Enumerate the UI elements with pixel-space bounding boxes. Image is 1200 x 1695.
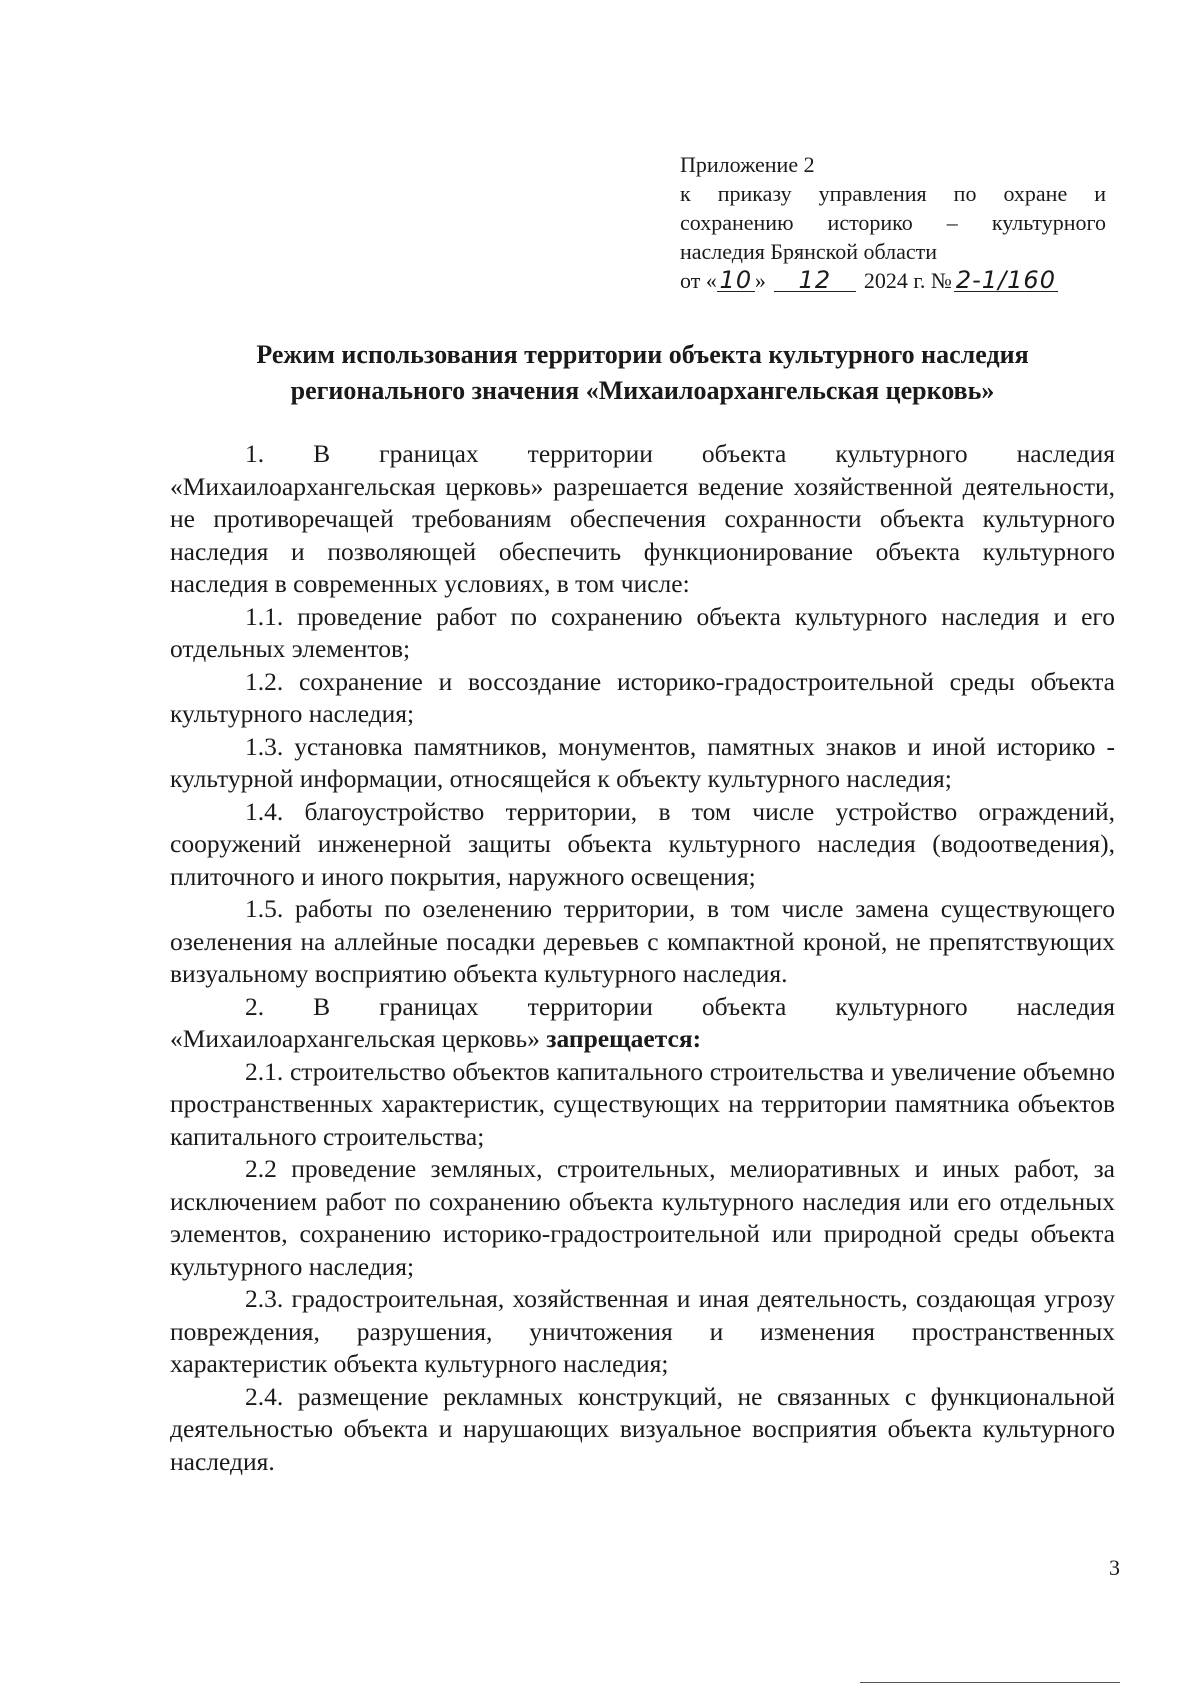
paragraph-2-1: 2.1. строительство объектов капитального строительства и увеличение объемно пространственных характеристик, существующих на территории памятника объектов капитального строительства; <box>170 1056 1115 1151</box>
paragraph-2-3: 2.3. градостроительная, хозяйственная и иная деятельность, создающая угрозу повреждения, разрушения, уничтожения и изменения пространственных характеристик объекта культурного наследия; <box>170 1284 1115 1378</box>
date-prefix: от « <box>680 268 717 293</box>
paragraph-1-2: 1.2. сохранение и воссоздание историко-градостроительной среды объекта культурного наследия; <box>170 666 1115 728</box>
appendix-order-line: сохранению историко – культурного <box>680 210 1106 235</box>
order-number-handwritten: 2-1/160 <box>955 266 1056 294</box>
appendix-order-line: наследия Брянской области <box>680 239 938 264</box>
paragraph-2-2: 2.2 проведение земляных, строительных, мелиоративных и иных работ, за исключением работ по сохранению объекта культурного наследия или его отдельных элементов, сохранению историко-градостроительной или природной среды объекта культурного наследия; <box>170 1154 1115 1281</box>
appendix-block <box>680 150 1106 295</box>
date-year: 2024 г. № <box>863 268 952 293</box>
appendix-date-line <box>680 266 1106 295</box>
paragraph-1-5: 1.5. работы по озеленению территории, в том числе замена существующего озеленения на аллейные посадки деревьев с компактной кроной, не препятствующих визуальному восприятию объекта культурного наследия. <box>170 894 1115 988</box>
document-body <box>170 438 1115 1478</box>
paragraph-2-prohibited: запрещается: <box>546 1024 702 1053</box>
appendix-label: Приложение 2 <box>680 152 815 177</box>
date-day-handwritten: 10 <box>717 269 755 292</box>
paragraph-2 <box>170 991 1115 1056</box>
document-title <box>170 337 1115 409</box>
bottom-divider <box>860 1682 1120 1683</box>
appendix-order-line: к приказу управления по охране и <box>680 181 1106 206</box>
date-month-handwritten: 12 <box>774 269 856 292</box>
paragraph-1-1: 1.1. проведение работ по сохранению объекта культурного наследия и его отдельных элементов; <box>170 601 1115 663</box>
date-mid: » <box>754 268 766 293</box>
title-line: регионального значения «Михаилоархангельская церковь» <box>290 376 995 405</box>
paragraph-2-4: 2.4. размещение рекламных конструкций, не связанных с функциональной деятельностью объекта и нарушающих визуальное восприятия объекта культурного наследия. <box>170 1381 1115 1476</box>
paragraph-1-3: 1.3. установка памятников, монументов, памятных знаков и иной историко - культурной информации, относящейся к объекту культурного наследия; <box>170 731 1115 793</box>
paragraph-2-text: 2. В границах территории объекта культурного наследия «Михаилоархангельская церковь» <box>170 991 1115 1053</box>
page-number: 3 <box>1109 1555 1120 1580</box>
paragraph-1: 1. В границах территории объекта культурного наследия «Михаилоархангельская церковь» разрешается ведение хозяйственной деятельности, не противоречащей требованиям обеспечения сохранности объекта культурного наследия и позволяющей обеспечить функционирование объекта культурного наследия в современных условиях, в том числе: <box>170 439 1115 598</box>
paragraph-1-4: 1.4. благоустройство территории, в том числе устройство ограждений, сооружений инженерной защиты объекта культурного наследия (водоотведения), плиточного и иного покрытия, наружного освещения; <box>170 796 1115 891</box>
title-line: Режим использования территории объекта культурного наследия <box>256 340 1029 369</box>
